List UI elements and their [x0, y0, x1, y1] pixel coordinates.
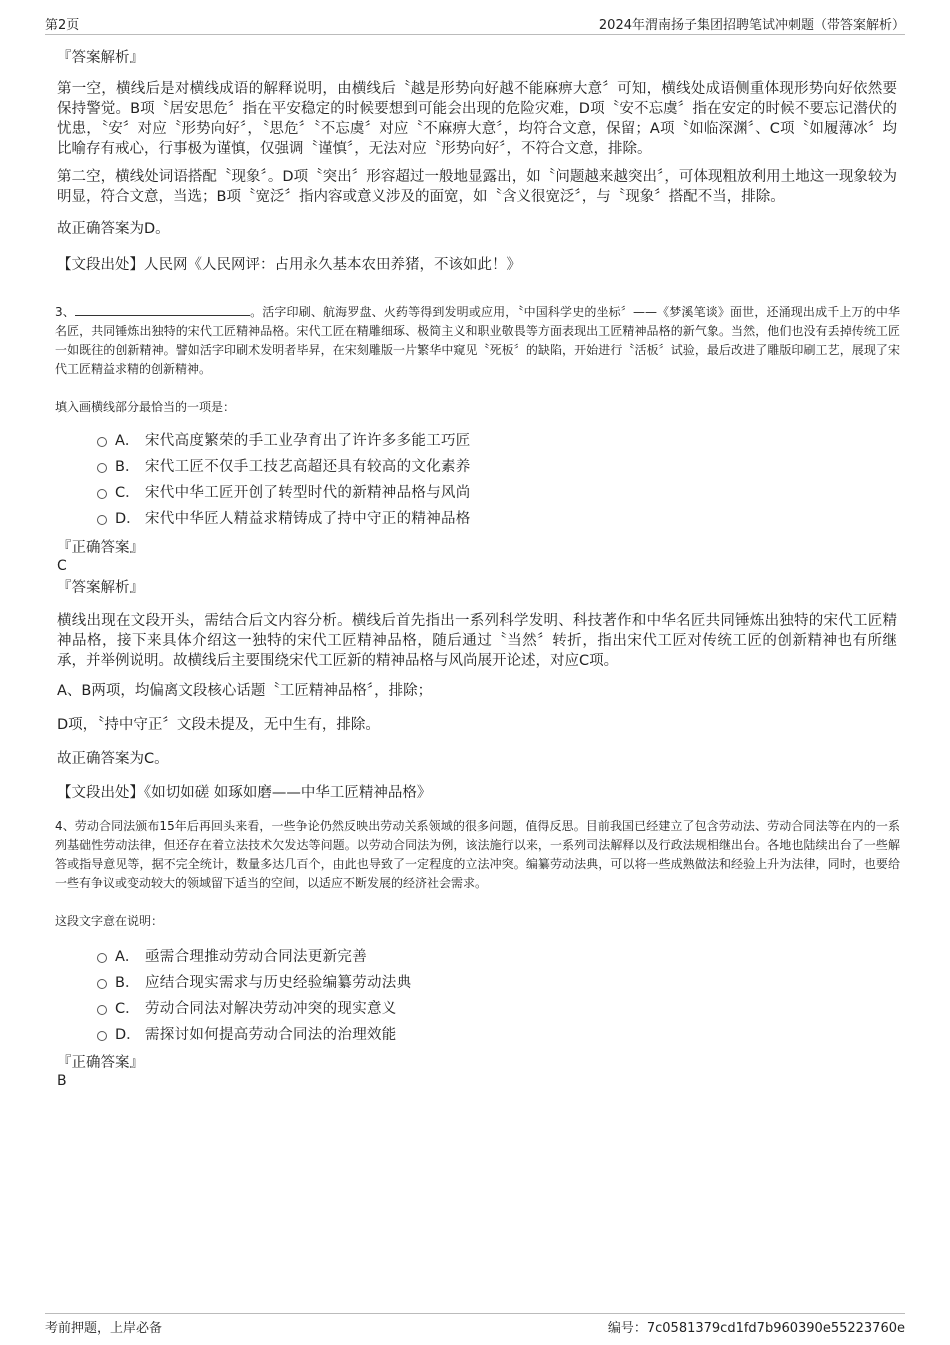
q3-analysis-para1: 横线出现在文段开头，需结合后文内容分析。横线后首先指出一系列科学发明、科技著作和中华名匠共同锤炼出独特的宋代工匠精神品格，接下来具体介绍这一独特的宋代工匠精神品格，随后通过〝当然〞转折，指出宋代工匠对传统工匠的创新精神也有所继承，并举例说明。故横线后主要围绕宋代工匠新的精神品格与风尚展开论述，对应C项。: [57, 613, 897, 669]
q4-option-b[interactable]: B． 应结合现实需求与历史经验编纂劳动法典: [97, 972, 877, 994]
q3-option-d[interactable]: D． 宋代中华匠人精益求精铸成了持中守正的精神品格: [97, 508, 877, 530]
q3-correct-tag: 『正确答案』: [57, 540, 144, 556]
q2-analysis-tag: 『答案解析』: [57, 50, 144, 66]
radio-icon[interactable]: [97, 979, 107, 989]
q2-conclusion: 故正确答案为D。: [57, 221, 170, 237]
q4-option-d[interactable]: D． 需探讨如何提高劳动合同法的治理效能: [97, 1024, 877, 1046]
q3-option-c[interactable]: C． 宋代中华工匠开创了转型时代的新精神品格与风尚: [97, 482, 877, 504]
q2-analysis-para1: 第一空，横线后是对横线成语的解释说明，由横线后〝越是形势向好越不能麻痹大意〞可知，横线处成语侧重体现形势向好依然要保持警觉。B项〝居安思危〞指在平安稳定的时候要想到可能会出现的危险灾难，D项〝安不忘虞〞指在安定的时候不要忘记潜伏的忧患，〝安〞对应〝形势向好〞，〝思危〞〝不忘虞〞对应〝不麻痹大意〞，均符合文意，保留；A项〝如临深渊〞、C项〝如履薄冰〞均比喻存有戒心，行事极为谨慎，仅强调〝谨慎〞，无法对应〝形势向好〞，不符合文意，排除。: [57, 81, 897, 157]
q3-option-b[interactable]: B． 宋代工匠不仅手工技艺高超还具有较高的文化素养: [97, 456, 877, 478]
q4-option-c[interactable]: C． 劳动合同法对解决劳动冲突的现实意义: [97, 998, 877, 1020]
q3-source: 【文段出处】《如切如磋 如琢如磨——中华工匠精神品格》: [57, 785, 432, 801]
q3-stem: [55, 303, 900, 379]
footer-code: 编号：7c0581379cd1fd7b960390e55223760e: [607, 1321, 905, 1336]
page-footer: [45, 1313, 905, 1334]
radio-icon[interactable]: [97, 515, 107, 525]
q2-analysis-para2: 第二空，横线处词语搭配〝现象〞。D项〝突出〞形容超过一般地显露出，如〝问题越来越突出〞，可体现粗放利用土地这一现象较为明显，符合文意，当选；B项〝宽泛〞指内容或意义涉及的面宽，如〝含义很宽泛〞，与〝现象〞搭配不当，排除。: [57, 169, 897, 205]
radio-icon[interactable]: [97, 1005, 107, 1015]
q3-analysis-para3: D项，〝持中守正〞文段未提及，无中生有，排除。: [57, 717, 380, 733]
document-title: 2024年渭南扬子集团招聘笔试冲刺题（带答案解析）: [598, 18, 905, 33]
page-number: 第2页: [45, 18, 80, 33]
q3-number: 3、: [55, 305, 75, 319]
radio-icon[interactable]: [97, 489, 107, 499]
q3-blank: [75, 303, 250, 316]
radio-icon[interactable]: [97, 1031, 107, 1041]
q4-option-a[interactable]: A． 亟需合理推动劳动合同法更新完善: [97, 946, 877, 968]
q3-correct-answer: C: [57, 558, 67, 574]
q3-conclusion: 故正确答案为C。: [57, 751, 169, 767]
radio-icon[interactable]: [97, 463, 107, 473]
q3-analysis-tag: 『答案解析』: [57, 580, 144, 596]
q3-option-a[interactable]: A． 宋代高度繁荣的手工业孕育出了许许多多能工巧匠: [97, 430, 877, 452]
q4-prompt: 这段文字意在说明：: [55, 914, 164, 928]
q2-source: 【文段出处】人民网《人民网评：占用永久基本农田养猪，不该如此！》: [57, 257, 521, 273]
footer-slogan: 考前押题，上岸必备: [45, 1321, 163, 1336]
q3-prompt: 填入画横线部分最恰当的一项是：: [55, 400, 236, 414]
radio-icon[interactable]: [97, 953, 107, 963]
page-header: [45, 14, 905, 35]
radio-icon[interactable]: [97, 437, 107, 447]
q4-stem: 4、劳动合同法颁布15年后再回头来看，一些争论仍然反映出劳动关系领域的很多问题，值得反思。目前我国已经建立了包含劳动法、劳动合同法等在内的一系列基础性劳动法律，但还存在着立法技术欠发达等问题。以劳动合同法为例，该法施行以来，一系列司法解释以及行政法规相继出台。各地也陆续出台了一些解答或指导意见等，据不完全统计，数量多达几百个，由此也导致了一定程度的立法冲突。编纂劳动法典，可以将一些成熟做法和经验上升为法律，同时，也要给一些有争议或变动较大的领域留下适当的空间，以适应不断发展的经济社会需求。: [55, 819, 900, 890]
q3-analysis-para2: A、B两项，均偏离文段核心话题〝工匠精神品格〞，排除；: [57, 683, 433, 699]
q4-correct-tag: 『正确答案』: [57, 1055, 144, 1071]
q4-correct-answer: B: [57, 1073, 67, 1089]
q3-stem-text: 。活字印刷、航海罗盘、火药等得到发明或应用，〝中国科学史的坐标〞——《梦溪笔谈》面世，还涌现出成千上万的中华名匠，共同锤炼出独特的宋代工匠精神品格。宋代工匠在精雕细琢、极简主义和职业敬畏等方面表现出工匠精神品格的新气象。当然，他们也没有丢掉传统工匠一如既往的创新精神。譬如活字印刷术发明者毕昇，在宋刻雕版一片繁华中窥见〝死板〞的缺陷，开始进行〝活板〞试验，最后改进了雕版印刷工艺，展现了宋代工匠精益求精的创新精神。: [55, 305, 900, 376]
